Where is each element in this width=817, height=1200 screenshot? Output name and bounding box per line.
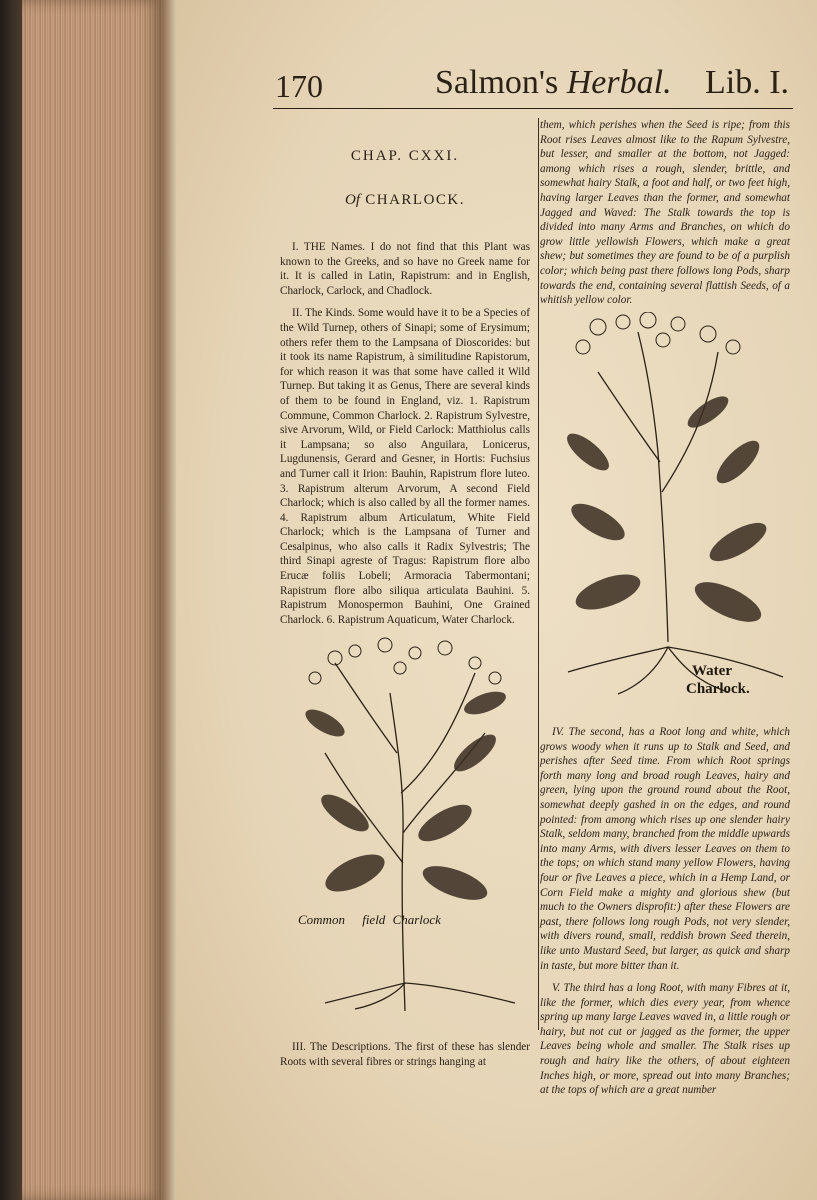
right-caption-line-1: Water [692,663,732,679]
right-column-top [540,118,790,316]
book-cover [0,0,22,1200]
chapter-number: CHAP. CXXI. [350,148,460,164]
chapter-title-prefix: Of [344,192,360,208]
left-column-bottom [280,1040,530,1077]
chapter-title-main: CHARLOCK. [365,192,465,208]
left-caption-word-3: Charlock [392,912,441,927]
left-caption [298,912,441,928]
page-edges [22,0,162,1200]
gutter [162,0,176,1200]
right-caption-line-2: Charlock. [686,681,750,697]
paragraph-descriptions: III. The Descriptions. The first of these has slender Roots with several fibres or strings hanging at [280,1041,530,1068]
paragraph-first-description: them, which perishes when the Seed is ripe; from this Root rises Leaves almost like to the Rapum Sylvestre, but lesser, and smaller at the bottom, not Jagged: among which rises a rough, slender, brittle, and somewhat hairy Stalk, a foot and half, or two feet high, having larger Leaves than the former, and somewhat Jagged and Waved: The Stalk towards the top is divided into many Arms and Branches, on which do grow little yellowish Flowers, which make a great shew; but sometimes they are found to be of a purplish color; which being past there follows long Pods, sharp towards the end, containing several flattish Seeds, of a whitish yellow color. [540,119,790,307]
running-title [435,64,672,102]
water-charlock-illustration [558,312,793,702]
left-caption-word-1: Common [298,912,345,927]
running-title-author: Salmon's [435,64,567,101]
page-number: 170 [275,68,323,104]
chapter-title [280,192,530,209]
paragraph-third: V. The third has a long Root, with many Fibres at it, like the former, which dies every year, from whence spring up many large Leaves waved in, a little rough or hairy, but not cut or jagged as the former, the upper Leaves being whole and smaller. The Stalk rises up rough and hairy like the others, of about eighteen Inches high, or more, spread out into many Branches; at the tops of which are a great number [540,982,790,1097]
left-column-text [280,240,530,635]
running-title-work: Herbal. [566,64,672,101]
running-header [273,62,793,109]
paragraph-names: I. THE Names. I do not find that this Plant was known to the Greeks, and so have no Greek name for it. It is called in Latin, Rapistrum: and in English, Charlock, Carlock, and Chadlock. [280,241,530,297]
paragraph-kinds: II. The Kinds. Some would have it to be a Species of the Wild Turnep, others of Sinapi; some of Erysimum; others refer them to the Lampsana of Dioscorides: but it took its name Rapistrum, à similitudine Rapistorum, for which reason it was that some have called it Wild Turnep. But taking it as Genus, There are several kinds of them to be found in England, viz. 1. Rapistrum Commune, Common Charlock. 2. Rapistrum Sylvestre, sive Arvorum, Wild, or Field Carlock: Matthiolus calls it Lampsana; so also Anguilara, Lonicerus, Lugdunensis, Gerard and Gesner, in Hortis: Fuchsius and Turner call it Irion: Bauhin, Rapistrum flore luteo. 3. Rapistrum alterum Arvorum, A second Field Charlock; which is also called by all the former names. 4. Rapistrum album Articulatum, White Field Charlock; which is the Lampsana of Turner and Cesalpinus, who also calls it Radix Sylvestris; The third Sinapi agreste of Tragus: Rapistrum flore albo Erucæ foliis Lobeli; Armoracia Tabermontani; Rapistrum flore albo siliqua articulata Bauhini. 5. Rapistrum Monospermon Bauhini, One Grained Charlock. 6. Rapistrum Aquaticum, Water Charlock. [280,307,530,626]
left-caption-word-2: field [362,912,386,927]
book-number: Lib. I. [705,64,790,101]
common-field-charlock-illustration [285,633,530,1013]
paragraph-second: IV. The second, has a Root long and white, which grows woody when it runs up to Stalk and Seed, and perishes after Seed time. From which Root springs forth many long and broad rough Leaves, hairy and green, lying upon the ground round about the Root, somewhat deeply gashed in on the edges, and round pointed: from among which rises up one slender hairy Stalk, seldom many, branched from the middle upwards into many Arms, with divers lesser Leaves on them to the tops; on which stand many yellow Flowers, having four or five Leaves a piece, which in a Hemp Land, or Corn Field make a mighty and glorious shew (but much to the Owners disprofit:) after these Flowers are past, there follows long rough Pods, not very slender, with divers round, small, reddish brown Seed therein, like unto Mustard Seed, but larger, as quick and sharp in taste, but more bitter than it. [540,726,790,972]
right-column-bottom [540,725,790,1106]
column-rule [538,118,539,1030]
